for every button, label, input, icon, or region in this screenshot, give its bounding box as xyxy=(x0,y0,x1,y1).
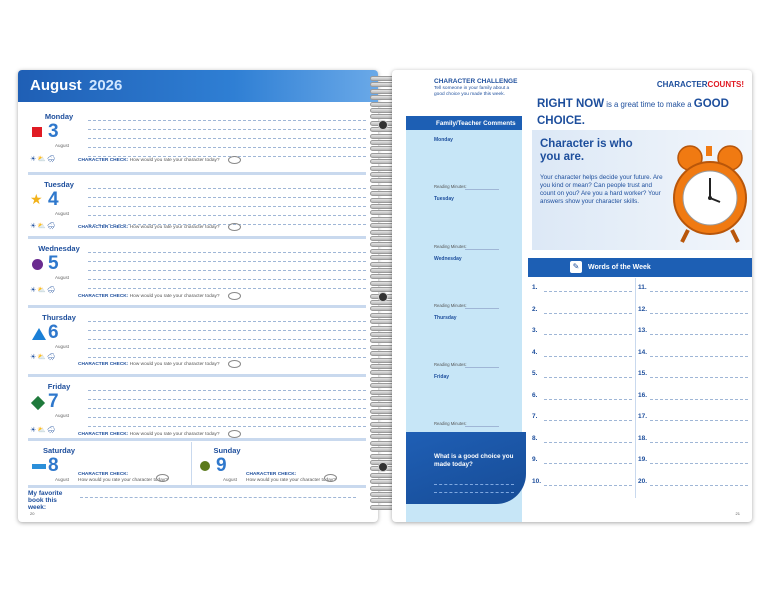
right-page xyxy=(392,70,752,522)
weather-icons: ☀⛅🌧 xyxy=(30,354,57,361)
day-saturday xyxy=(28,440,188,484)
weather-icons: ☀⛅🌧 xyxy=(30,156,57,163)
good-choice-question: What is a good choice you made today? xyxy=(434,453,514,468)
favorite-book-label: My favorite book this week: xyxy=(28,490,63,511)
day-month: August xyxy=(54,275,69,280)
word-line[interactable] xyxy=(650,291,748,292)
word-number: 19. xyxy=(638,456,648,463)
word-line[interactable] xyxy=(544,356,632,357)
day-name: Sunday xyxy=(213,446,241,455)
word-line[interactable] xyxy=(544,399,632,400)
red-square-icon xyxy=(32,127,42,137)
reading-minutes-line[interactable] xyxy=(465,249,499,250)
divider xyxy=(28,485,366,488)
word-number: 14. xyxy=(638,348,648,356)
word-line[interactable] xyxy=(544,420,632,421)
day-month: August xyxy=(54,413,69,418)
comments-header xyxy=(406,116,522,130)
writing-lines[interactable] xyxy=(88,244,366,289)
word-number: 7. xyxy=(532,413,538,420)
rating-face-icon[interactable] xyxy=(228,292,241,300)
word-number: 9. xyxy=(532,456,538,463)
day-name: Tuesday xyxy=(44,180,74,189)
blue-bar-icon xyxy=(32,464,46,469)
alarm-clock-icon xyxy=(668,140,750,248)
writing-lines[interactable] xyxy=(88,112,366,157)
words-header xyxy=(528,258,752,277)
rating-face-icon[interactable] xyxy=(228,156,241,164)
day-name: Saturday xyxy=(42,446,76,455)
word-line[interactable] xyxy=(650,313,748,314)
reading-minutes-label: Reading Minutes: xyxy=(434,303,467,308)
good-choice-box xyxy=(406,432,526,504)
right-now-heading: RIGHT NOW is a great time to make a GOOD CHOICE. xyxy=(537,98,729,127)
word-line[interactable] xyxy=(650,377,748,378)
day-number: 7 xyxy=(48,391,59,412)
character-check: CHARACTER CHECK: How would you rate your character today? xyxy=(78,362,220,367)
character-body: Your character helps decide your future. Are you kind or mean? Can people trust and count on you? Are you a hard worker? Your answers show your character skills. xyxy=(540,174,663,205)
day-name: Thursday xyxy=(42,313,76,322)
day-number: 4 xyxy=(48,189,59,210)
reading-minutes-label: Reading Minutes: xyxy=(434,421,467,426)
word-line[interactable] xyxy=(544,463,632,464)
blue-triangle-icon xyxy=(32,328,46,340)
word-number: 18. xyxy=(638,434,648,442)
character-check: CHARACTER CHECK: xyxy=(246,472,297,477)
left-page xyxy=(18,70,378,522)
purple-circle-icon xyxy=(32,259,43,270)
character-counts-logo: CHARACTERCOUNTS! xyxy=(656,80,744,89)
month-title: August xyxy=(30,77,82,94)
writing-lines[interactable] xyxy=(88,313,366,358)
day-name: Friday xyxy=(47,382,71,391)
word-number: 12. xyxy=(638,305,648,313)
writing-lines[interactable] xyxy=(88,382,366,427)
word-line[interactable] xyxy=(544,377,632,378)
day-name: Wednesday xyxy=(38,244,80,253)
word-number: 10. xyxy=(532,477,542,485)
word-line[interactable] xyxy=(650,463,748,464)
comment-day: Friday xyxy=(434,374,450,380)
character-check: CHARACTER CHECK: How would you rate your character today? xyxy=(78,225,220,230)
character-check: CHARACTER CHECK: How would you rate your character today? xyxy=(78,432,220,437)
reading-minutes-line[interactable] xyxy=(465,189,499,190)
month-header xyxy=(18,70,378,102)
challenge-text: Tell someone in your family about a good choice you made this week. xyxy=(434,86,510,97)
reading-minutes-label: Reading Minutes: xyxy=(434,184,467,189)
character-check: CHARACTER CHECK: How would you rate your character today? xyxy=(78,294,220,299)
reading-minutes-line[interactable] xyxy=(465,308,499,309)
day-number: 5 xyxy=(48,253,59,274)
word-number: 5. xyxy=(532,370,538,377)
word-number: 2. xyxy=(532,305,538,313)
comment-day: Monday xyxy=(434,137,453,143)
day-month: August xyxy=(54,211,69,216)
day-number: 9 xyxy=(216,455,227,476)
day-thursday xyxy=(28,307,366,369)
word-number: 3. xyxy=(532,327,538,334)
rating-face-icon[interactable] xyxy=(324,474,337,482)
word-line[interactable] xyxy=(544,291,632,292)
challenge-title: CHARACTER CHALLENGE xyxy=(434,78,518,85)
words-column-divider xyxy=(635,278,636,498)
character-title: Character is who you are. xyxy=(540,138,633,163)
day-month: August xyxy=(54,477,69,482)
day-number: 3 xyxy=(48,121,59,142)
character-check-question: How would you rate your character today? xyxy=(78,478,168,483)
word-line[interactable] xyxy=(544,442,632,443)
day-wednesday xyxy=(28,238,366,300)
weather-icons: ☀⛅🌧 xyxy=(30,427,57,434)
favorite-book-line[interactable] xyxy=(80,497,356,498)
word-number: 4. xyxy=(532,348,538,356)
word-line[interactable] xyxy=(650,334,748,335)
word-number: 8. xyxy=(532,434,538,442)
rating-face-icon[interactable] xyxy=(228,360,241,368)
comment-day: Tuesday xyxy=(434,196,454,202)
day-number: 8 xyxy=(48,455,59,476)
word-number: 11. xyxy=(638,284,647,291)
rating-face-icon[interactable] xyxy=(156,474,169,482)
olive-circle-icon xyxy=(200,461,210,471)
comment-day: Wednesday xyxy=(434,256,462,262)
binder-hole xyxy=(378,462,388,472)
word-line[interactable] xyxy=(650,485,748,486)
page-number-right: 21 xyxy=(735,511,740,516)
word-number: 1. xyxy=(532,284,538,291)
weekend-divider xyxy=(191,442,192,486)
word-number: 20. xyxy=(638,477,648,485)
reading-minutes-line[interactable] xyxy=(465,426,499,427)
character-check-question: How would you rate your character today? xyxy=(246,478,336,483)
day-name: Monday xyxy=(44,112,74,121)
word-number: 6. xyxy=(532,391,538,399)
words-title: Words of the Week xyxy=(588,264,651,271)
word-number: 15. xyxy=(638,370,648,377)
word-line[interactable] xyxy=(544,485,632,486)
day-month: August xyxy=(222,477,237,482)
writing-lines[interactable] xyxy=(88,180,366,225)
day-number: 6 xyxy=(48,322,59,343)
word-number: 17. xyxy=(638,413,648,420)
reading-minutes-label: Reading Minutes: xyxy=(434,362,467,367)
rating-face-icon[interactable] xyxy=(228,430,241,438)
day-tuesday xyxy=(28,174,366,236)
word-line[interactable] xyxy=(544,334,632,335)
character-check: CHARACTER CHECK: How would you rate your character today? xyxy=(78,158,220,163)
word-line[interactable] xyxy=(650,356,748,357)
word-line[interactable] xyxy=(650,420,748,421)
word-number: 16. xyxy=(638,391,648,399)
weather-icons: ☀⛅🌧 xyxy=(30,223,57,230)
green-diamond-icon xyxy=(31,396,45,410)
star-icon: ★ xyxy=(30,191,43,207)
comment-day: Thursday xyxy=(434,315,457,321)
word-line[interactable] xyxy=(650,442,748,443)
notepad-pencil-icon: ✎ xyxy=(570,261,582,273)
month-year: 2026 xyxy=(89,77,123,94)
word-line[interactable] xyxy=(544,313,632,314)
day-sunday xyxy=(196,440,356,484)
character-check: CHARACTER CHECK: xyxy=(78,472,129,477)
weather-icons: ☀⛅🌧 xyxy=(30,287,57,294)
good-choice-lines[interactable] xyxy=(434,477,514,493)
binder-hole xyxy=(378,120,388,130)
word-number: 13. xyxy=(638,327,648,334)
reading-minutes-label: Reading Minutes: xyxy=(434,244,467,249)
day-month: August xyxy=(54,344,69,349)
reading-minutes-line[interactable] xyxy=(465,367,499,368)
day-friday xyxy=(28,376,366,438)
rating-face-icon[interactable] xyxy=(228,223,241,231)
comments-title: Family/Teacher Comments xyxy=(436,120,516,127)
day-month: August xyxy=(54,143,69,148)
page-number-left: 20 xyxy=(30,511,35,516)
character-card xyxy=(532,130,752,250)
word-line[interactable] xyxy=(650,399,748,400)
binder-hole xyxy=(378,292,388,302)
day-monday xyxy=(28,106,366,168)
